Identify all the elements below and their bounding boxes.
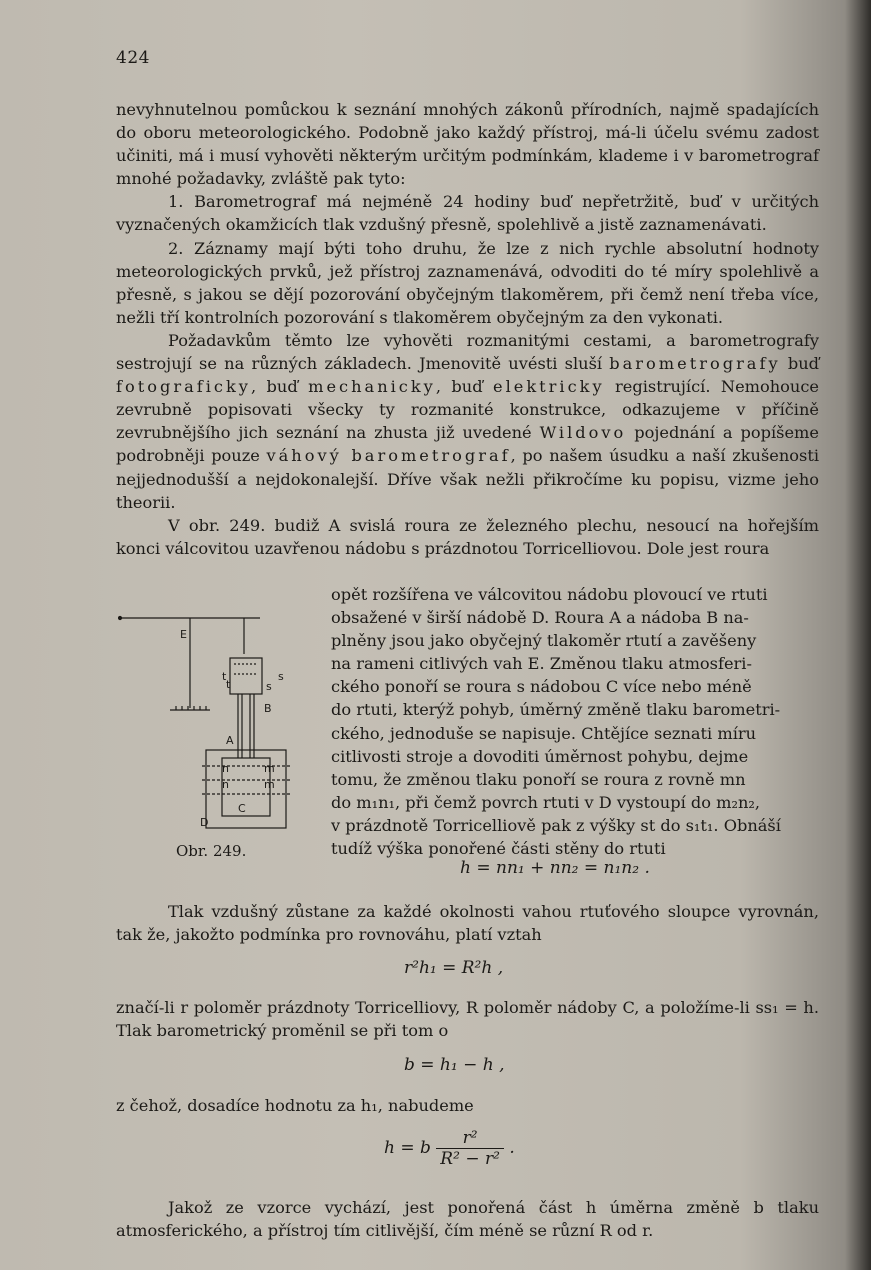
figure-label: m (264, 778, 275, 791)
requirement-2: 2. Záznamy mají býti toho druhu, že lze z nich rychle absolutní hodnoty meteorologických prvků, jež přístroj zaznamenává, odvoditi do té míry spolehlivě a přesně, s jakou se dějí pozorování obyčejným tlakoměrem, při čemž není třeba více, nežli tří kontrolních pozorování s tlakoměrem obyčejným za den vykonati. (116, 238, 819, 327)
spaced-term: mechanicky (308, 377, 436, 397)
text-block-balance (116, 900, 819, 946)
paragraph-radius: značí-li r poloměr prázdnoty Torricelliovy, R poloměr nádoby C, a položíme-li ss₁ = h. Tlak barometrický proměnil se při tom o (116, 998, 819, 1041)
figure-caption: Obr. 249. (176, 842, 247, 860)
wrap-line: tudíž výška ponořené části stěny do rtuti (331, 839, 666, 859)
figure-label: t (226, 678, 231, 691)
wrap-line: ckého ponoří se roura s nádobou C více nebo méně (331, 677, 752, 697)
paragraph-balance: Tlak vzdušný zůstane za každé okolnosti vahou rtuťového sloupce vyrovnán, tak že, jakožto podmínka pro rovnováhu, platí vztah (116, 902, 819, 945)
text-run: Požadavkům těmto lze vyhověti rozmanitými cestami, a barometrografy sestrojují se na různých základech. Jmenovitě uvésti sluší (116, 330, 819, 374)
figure-label: D (200, 816, 209, 829)
formula-equilibrium: r²h₁ = R²h , (404, 958, 504, 978)
text-run: pojednání a popíšeme podrobněji pouze (116, 423, 819, 466)
paragraph-methods (116, 329, 819, 514)
wrap-line: citlivosti stroje a dovoditi úměrnost pohybu, dejme (331, 746, 749, 766)
barometrograph-figure (118, 608, 308, 868)
wrap-line: opět rozšířena ve válcovitou nádobu plovoucí ve rtuti (331, 585, 768, 604)
figure-label: A (226, 734, 234, 747)
paragraph-substitution: z čehož, dosadíce hodnotu za h₁, nabudeme (116, 1096, 474, 1115)
text-block-substitution (116, 1094, 819, 1117)
figure-label: n (222, 778, 229, 791)
wrap-line: obsažené v širší nádobě D. Roura A a nádoba B na- (331, 608, 749, 628)
wrap-line: v prázdnotě Torricelliově pak z výšky st do s₁t₁. Obnáší (331, 815, 781, 835)
wrap-line: tomu, že změnou tlaku ponoří se roura z rovně mn (331, 769, 746, 789)
fraction-denominator: R² − r² (436, 1148, 504, 1169)
page-number: 424 (116, 48, 150, 68)
text-block-radius (116, 996, 819, 1042)
formula-fraction (436, 1128, 504, 1169)
text-run: , buď (250, 377, 309, 397)
paragraph-intro: nevyhnutelnou pomůckou k seznání mnohých zákonů přírodních, najmě spadajících do oboru meteorologického. Podobně jako každý přístroj, má-li účelu svému zadost učiniti, má i musí vyhověti některým určitým podmínkám, klademe i v barometrograf mnohé požadavky, zvláště pak tyto: (116, 100, 819, 189)
wrap-line: do rtuti, kterýž pohyb, úměrný změně tlaku barometri- (331, 700, 781, 720)
text-block-wrap (331, 583, 819, 860)
formula-pressure-change: b = h₁ − h , (404, 1055, 505, 1075)
text-run: registrující. Nemohouce zevrubně popisovati všecky ty rozmanité konstrukce, odkazujeme v příčině zevrubnějšího jich seznání na zhusta již uvedené (116, 377, 819, 443)
text-block-top (116, 98, 819, 560)
figure-label: C (238, 802, 246, 815)
paragraph-figure-intro: V obr. 249. budiž A svislá roura ze železného plechu, nesoucí na hořejším konci válcovitou uzavřenou nádobu s prázdnotou Torricelliovou. Dole jest roura (116, 515, 819, 558)
wrap-line: ckého, jednoduše se napisuje. Chtějíce seznati míru (331, 723, 757, 743)
text-run: , po našem úsudku a naší zkušenosti nejjednodušší a nejdokonalejší. Dříve však nežli přikročíme ku popisu, vizme jeho theorii. (116, 446, 820, 512)
wrap-line: plněny jsou jako obyčejný tlakoměr rtutí a zavěšeny (331, 631, 757, 651)
paragraph-conclusion: Jakož ze vzorce vychází, jest ponořená část h úměrna změně b tlaku atmosferického, a přístroj tím citlivější, čím méně se různí R od r. (116, 1198, 819, 1241)
wrap-line: na rameni citlivých vah E. Změnou tlaku atmosferi- (331, 654, 752, 674)
figure-label: s (266, 680, 272, 693)
figure-label: E (180, 628, 187, 641)
figure-label: s (278, 670, 284, 683)
wrap-line: do m₁n₁, při čemž povrch rtuti v D vystoupí do m₂n₂, (331, 792, 761, 812)
formula-result (384, 1128, 515, 1169)
formula-h: h = nn₁ + nn₂ = n₁n₂ . (460, 858, 650, 878)
figure-label: B (264, 702, 272, 715)
spaced-term: elektricky (493, 377, 605, 397)
text-run: buď (780, 354, 819, 374)
fraction-numerator: r² (462, 1128, 478, 1148)
requirement-1: 1. Barometrograf má nejméně 24 hodiny buď nepřetržitě, buď v určitých vyznačených okamžicích tlak vzdušný přesně, spolehlivě a jistě zaznamenávati. (116, 192, 819, 235)
figure-label: t (222, 670, 227, 683)
formula-end: . (509, 1138, 515, 1158)
text-block-conclusion (116, 1196, 819, 1242)
figure-label: m (264, 762, 275, 775)
formula-lhs: h = b (384, 1138, 431, 1158)
spaced-term: Wildovo (539, 423, 627, 443)
figure-label: n (222, 762, 229, 775)
spaced-term: váhový barometrograf (266, 446, 511, 466)
text-run: , buď (435, 377, 494, 397)
spaced-term: fotograficky (116, 377, 251, 397)
spaced-term: barometrografy (609, 354, 781, 374)
